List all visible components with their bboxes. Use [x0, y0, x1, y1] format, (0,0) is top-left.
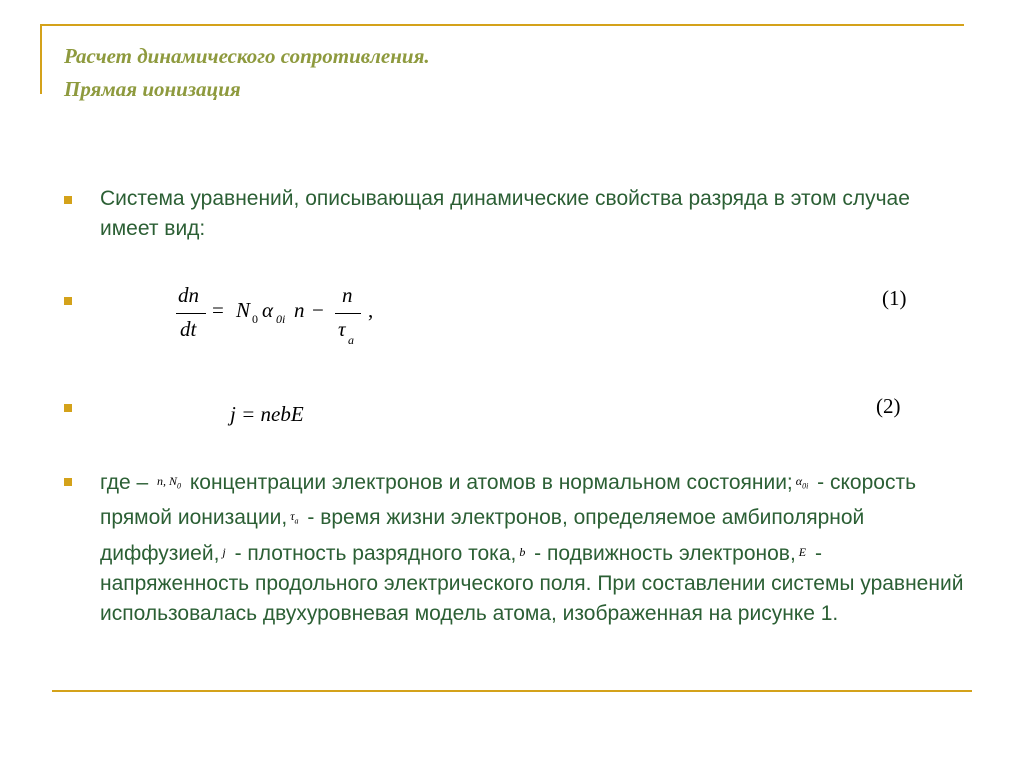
def-symbol-tau-sub: a [294, 516, 299, 526]
def-text-1: где – [100, 471, 154, 494]
eq2-number-label: (2) [876, 394, 901, 418]
def-symbol-n-N0-text: n, N [157, 474, 178, 488]
def-text-4: - время жизни электронов, определяемое амбиполярной диффузией, [100, 506, 865, 565]
slide-title [64, 40, 430, 106]
intro-paragraph: Система уравнений, описывающая динамические свойства разряда в этом случае имеет вид: [100, 187, 910, 240]
definitions-paragraph [100, 466, 966, 629]
eq1-N-sub: 0 [252, 312, 258, 326]
def-symbol-tau-text: τ [290, 509, 295, 524]
equation-2: j = nebE [230, 402, 304, 426]
title-line-1: Расчет динамического сопротивления. [64, 44, 430, 68]
def-symbol-alpha-text: α [795, 474, 803, 488]
def-symbol-tau [290, 501, 298, 536]
def-symbol-n-N0 [157, 466, 181, 501]
footer-divider [52, 690, 972, 692]
eq1-alpha-sub: 0i [276, 312, 286, 326]
frame-top-line [40, 24, 964, 26]
frame-left-line [40, 24, 42, 94]
title-line-2: Прямая ионизация [64, 77, 241, 101]
eq1-n: n [294, 298, 305, 322]
eq1-equals: = [212, 298, 224, 322]
eq1-numerator-left: dn [178, 283, 199, 307]
eq1-number-label: (1) [882, 286, 907, 310]
def-text-6: - подвижность электронов, [528, 541, 796, 565]
bullet-marker [64, 196, 72, 204]
eq1-alpha: α [262, 298, 274, 322]
def-symbol-alpha-sub: 0i [802, 481, 809, 491]
def-symbol-b: b [519, 544, 526, 559]
def-symbol-j: j [222, 544, 226, 559]
def-symbol-n-N0-sub: 0 [177, 481, 182, 491]
def-text-7: - напряженность продольного электрического поля. При составлении системы уравнений использовалась двухуровневая модель атома, изображенная на рисунке 1. [100, 541, 964, 625]
eq1-denominator-right-sub: a [348, 333, 354, 347]
def-text-5: - плотность разрядного тока, [228, 541, 517, 565]
def-text-2: концентрации электронов и атомов в нормальном состоянии; [184, 471, 793, 494]
bullet-marker [64, 297, 72, 305]
eq1-comma: , [368, 298, 374, 322]
eq1-denominator-right: τ [338, 317, 346, 341]
eq1-fraction-bar-right [335, 313, 361, 314]
bullet-marker [64, 404, 72, 412]
eq1-N: N [236, 298, 251, 322]
def-symbol-alpha [796, 466, 809, 501]
eq1-numerator-right: n [342, 283, 353, 307]
eq1-denominator-left: dt [180, 317, 197, 341]
bullet-marker [64, 478, 72, 486]
eq1-minus: − [312, 298, 324, 322]
def-text-3: - скорость прямой ионизации, [100, 471, 917, 530]
def-symbol-E: E [798, 544, 807, 559]
eq1-fraction-bar-left [176, 313, 206, 314]
